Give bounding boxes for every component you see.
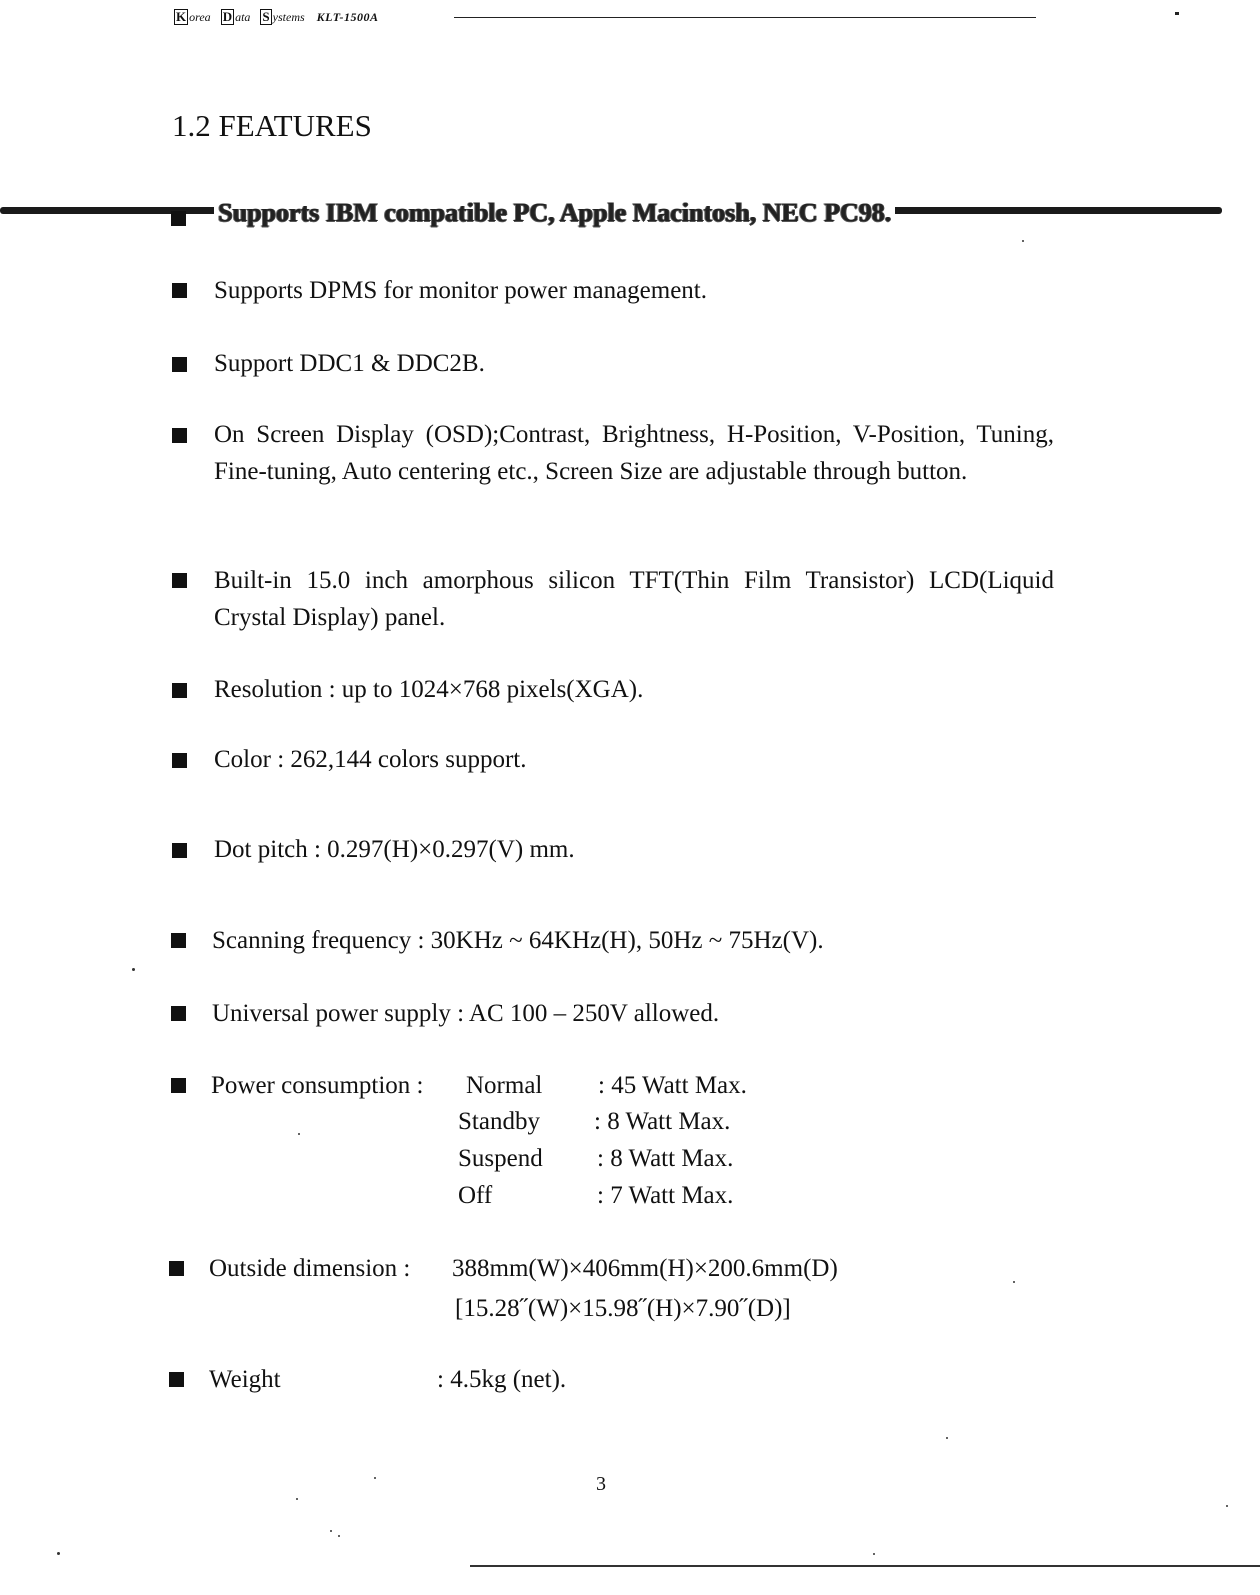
scan-speck: [873, 1553, 875, 1555]
bullet-icon: [169, 1372, 184, 1387]
scan-speck: [330, 1530, 332, 1532]
dimension-imperial: [15.28˝(W)×15.98˝(H)×7.90˝(D)]: [455, 1295, 791, 1322]
bullet-icon: [172, 283, 187, 298]
scan-speck: [132, 968, 135, 971]
feature-text-7: Color : 262,144 colors support.: [214, 746, 527, 773]
power-consumption-label: Power consumption :: [211, 1072, 424, 1099]
feature-text-9: Scanning frequency : 30KHz ~ 64KHz(H), 50Hz ~ 75Hz(V).: [212, 927, 824, 954]
bullet-icon: [172, 753, 187, 768]
header-model: KLT-1500A: [316, 9, 379, 24]
power-mode: Normal: [466, 1072, 543, 1099]
bullet-icon: [171, 933, 186, 948]
scan-speck: [946, 1437, 948, 1439]
power-value: : 45 Watt Max.: [598, 1072, 747, 1099]
footer-rule: [470, 1565, 1260, 1567]
header-letter-d: D: [222, 9, 233, 24]
header-letter-k: K: [176, 9, 187, 24]
feature-text-10: Universal power supply : AC 100 – 250V allowed.: [212, 1000, 720, 1027]
feature-text-8: Dot pitch : 0.297(H)×0.297(V) mm.: [214, 836, 575, 863]
bullet-icon: [172, 573, 187, 588]
weight-label: Weight: [209, 1366, 281, 1393]
power-mode: Suspend: [458, 1145, 543, 1172]
running-header: [174, 6, 379, 28]
feature-item-1: [0, 198, 1260, 232]
header-word-ystems: ystems: [272, 9, 305, 24]
power-mode: Standby: [458, 1108, 540, 1135]
bullet-icon: [169, 1261, 184, 1276]
scan-speck: [338, 1535, 340, 1537]
scan-speck: [374, 1477, 376, 1479]
scan-speck: [1022, 240, 1024, 242]
bullet-icon: [172, 683, 187, 698]
weight-value: : 4.5kg (net).: [437, 1366, 567, 1393]
page-number: 3: [596, 1473, 606, 1495]
header-word-orea: orea: [189, 9, 211, 24]
dimension-label: Outside dimension :: [209, 1255, 411, 1282]
dimension-metric: 388mm(W)×406mm(H)×200.6mm(D): [452, 1255, 838, 1282]
bullet-icon: [172, 428, 187, 443]
scan-speck: [1013, 1281, 1015, 1283]
feature-text-4: On Screen Display (OSD);Contrast, Brightness, H-Position, V-Position, Tuning, Fine-tuning, Auto centering etc., Screen Size are adjustable through button.: [214, 421, 1054, 485]
bullet-icon: [172, 843, 187, 858]
feature-text-2: Supports DPMS for monitor power management.: [214, 277, 708, 304]
power-value: : 8 Watt Max.: [597, 1145, 734, 1172]
power-mode: Off: [458, 1182, 493, 1209]
scan-speck: [1226, 1505, 1228, 1507]
bullet-icon: [171, 1078, 186, 1093]
scan-speck: [298, 1133, 300, 1135]
feature-text-3: Support DDC1 & DDC2B.: [214, 350, 485, 377]
header-mark: [1175, 12, 1179, 15]
header-rule: [454, 17, 1036, 18]
header-word-ata: ata: [235, 9, 251, 24]
scan-speck: [296, 1498, 298, 1500]
power-value: : 8 Watt Max.: [594, 1108, 731, 1135]
header-letter-s: S: [262, 9, 270, 24]
feature-text-5: Built-in 15.0 inch amorphous silicon TFT(Thin Film Transistor) LCD(Liquid Crystal Display) panel.: [214, 567, 1054, 631]
scan-speck: [57, 1552, 60, 1555]
bullet-icon: [172, 357, 187, 372]
feature-text-1: Supports IBM compatible PC, Apple Macintosh, NEC PC98.: [214, 198, 895, 228]
bullet-icon: [171, 211, 186, 226]
feature-text-6: Resolution : up to 1024×768 pixels(XGA).: [214, 676, 644, 703]
power-value: : 7 Watt Max.: [597, 1182, 734, 1209]
bullet-icon: [171, 1006, 186, 1021]
section-title: 1.2 FEATURES: [172, 108, 372, 143]
